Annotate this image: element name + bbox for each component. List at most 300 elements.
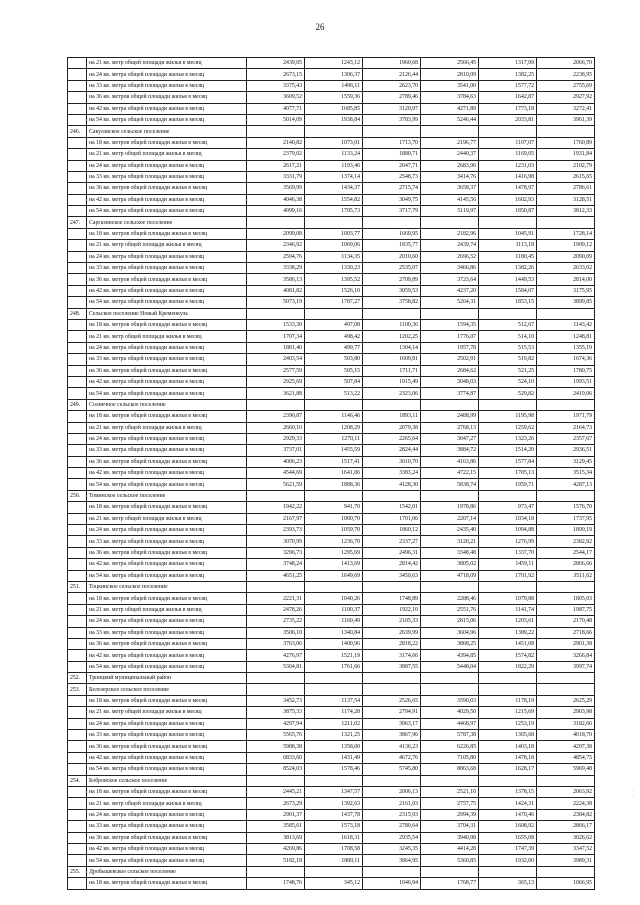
value-cell: 2935,54: [363, 832, 421, 843]
row-label: на 18 кв. метров общей площади жилья в месяц: [87, 411, 247, 422]
table-row: [68, 297, 595, 308]
value-cell: 2323,06: [363, 388, 421, 399]
value-cell: 2927,92: [537, 92, 595, 103]
row-number: 246.: [68, 126, 87, 137]
row-number: [68, 502, 87, 513]
value-cell: 2901,37: [247, 809, 305, 820]
value-cell: 3511,62: [537, 570, 595, 581]
value-cell: 4163,86: [421, 456, 479, 467]
section-title: Троицкий муниципальный район: [87, 673, 247, 684]
value-cell: [537, 308, 595, 319]
value-cell: 1517,41: [305, 456, 363, 467]
value-cell: 2478,26: [247, 604, 305, 615]
row-label: на 33 кв. метра общей площади жилья в месяц: [87, 536, 247, 547]
value-cell: 2161,03: [363, 798, 421, 809]
value-cell: 4269,86: [247, 843, 305, 854]
value-cell: 1321,25: [305, 730, 363, 741]
section-header-row: [68, 399, 595, 410]
value-cell: 4297,94: [247, 718, 305, 729]
row-number: 255.: [68, 866, 87, 877]
row-label: на 36 кв. метров общей площади жилья в месяц: [87, 365, 247, 376]
row-number: [68, 92, 87, 103]
row-label: на 21 кв. метр общей площади жилья в месяц: [87, 422, 247, 433]
row-number: [68, 787, 87, 798]
section-title: Белозерское сельское поселение: [87, 684, 247, 695]
value-cell: [363, 581, 421, 592]
value-cell: 1079,88: [479, 593, 537, 604]
value-cell: [537, 581, 595, 592]
value-cell: 1960,68: [363, 58, 421, 69]
row-label: на 33 кв. метра общей площади жилья в месяц: [87, 171, 247, 182]
value-cell: 1533,30: [247, 319, 305, 330]
row-number: [68, 376, 87, 387]
value-cell: 1378,15: [479, 787, 537, 798]
value-cell: 1202,25: [363, 331, 421, 342]
row-number: [68, 570, 87, 581]
value-cell: 2903,98: [537, 707, 595, 718]
value-cell: [537, 126, 595, 137]
row-number: [68, 183, 87, 194]
value-cell: 5745,80: [363, 764, 421, 775]
row-label: на 42 кв. метра общей площади жилья в месяц: [87, 650, 247, 661]
value-cell: [363, 490, 421, 501]
section-title: Саргазинское сельское поселение: [87, 217, 247, 228]
section-title: Сакулэвское сельское поселение: [87, 126, 247, 137]
value-cell: 3047,27: [421, 433, 479, 444]
value-cell: [421, 684, 479, 695]
value-cell: 1737,95: [537, 513, 595, 524]
row-number: [68, 878, 87, 889]
section-header-row: [68, 775, 595, 786]
value-cell: 1340,84: [305, 627, 363, 638]
value-cell: 1850,87: [479, 206, 537, 217]
value-cell: 3383,24: [363, 468, 421, 479]
value-cell: [305, 490, 363, 501]
row-label: на 21 кв. метр общей площади жилья в месяц: [87, 707, 247, 718]
table-row: [68, 752, 595, 763]
value-cell: 2780,64: [363, 821, 421, 832]
row-label: на 36 кв. метров общей площади жилья в месяц: [87, 832, 247, 843]
value-cell: 1059,70: [305, 525, 363, 536]
value-cell: [363, 673, 421, 684]
value-cell: 1780,75: [537, 365, 595, 376]
value-cell: 1641,06: [305, 468, 363, 479]
value-cell: 1705,13: [479, 468, 537, 479]
section-title: Тоцкинское сельское поселение: [87, 581, 247, 592]
value-cell: [247, 217, 305, 228]
value-cell: 1971,79: [537, 411, 595, 422]
value-cell: 2594,76: [247, 251, 305, 262]
value-cell: 3338,29: [247, 263, 305, 274]
section-header-row: [68, 866, 595, 877]
value-cell: 3506,10: [247, 627, 305, 638]
table-row: [68, 479, 595, 490]
value-cell: 1835,77: [363, 240, 421, 251]
value-cell: 1215,69: [479, 707, 537, 718]
value-cell: 7105,80: [421, 752, 479, 763]
value-cell: 1760,89: [537, 137, 595, 148]
table-row: [68, 376, 595, 387]
value-cell: [247, 399, 305, 410]
value-cell: 1100,36: [363, 319, 421, 330]
row-label: на 36 кв. метров общей площади жилья в месяц: [87, 92, 247, 103]
value-cell: [363, 399, 421, 410]
value-cell: 973,47: [479, 502, 537, 513]
value-cell: 1642,87: [479, 92, 537, 103]
value-cell: 1431,49: [305, 752, 363, 763]
row-label: на 21 кв. метр общей площади жилья в месяц: [87, 331, 247, 342]
row-number: 249.: [68, 399, 87, 410]
value-cell: 4287,13: [537, 479, 595, 490]
row-label: на 42 кв. метра общей площади жилья в месяц: [87, 559, 247, 570]
section-header-row: [68, 490, 595, 501]
section-title: Томинское сельское поселение: [87, 490, 247, 501]
value-cell: 1880,71: [363, 149, 421, 160]
value-cell: 6833,60: [247, 752, 305, 763]
value-cell: [479, 673, 537, 684]
value-cell: 1594,35: [421, 319, 479, 330]
value-cell: 1146,46: [305, 411, 363, 422]
table-row: [68, 695, 595, 706]
section-header-row: [68, 581, 595, 592]
value-cell: 1922,10: [363, 604, 421, 615]
value-cell: 4006,23: [247, 456, 305, 467]
value-cell: 1478,97: [479, 183, 537, 194]
section-header-row: [68, 673, 595, 684]
value-cell: 2238,95: [537, 69, 595, 80]
table-row: [68, 536, 595, 547]
value-cell: 3347,52: [537, 843, 595, 854]
row-label: на 42 кв. метра общей площади жилья в месяц: [87, 103, 247, 114]
value-cell: 1993,51: [537, 376, 595, 387]
value-cell: 6226,85: [421, 741, 479, 752]
value-cell: 1193,46: [305, 160, 363, 171]
row-label: на 24 кв. метра общей площади жилья в месяц: [87, 433, 247, 444]
value-cell: 3989,31: [537, 855, 595, 866]
value-cell: [421, 775, 479, 786]
value-cell: 4029,50: [421, 707, 479, 718]
value-cell: [537, 775, 595, 786]
value-cell: 2786,61: [537, 183, 595, 194]
value-cell: 1208,29: [305, 422, 363, 433]
row-label: на 33 кв. метра общей площади жилья в месяц: [87, 821, 247, 832]
value-cell: 3621,88: [247, 388, 305, 399]
row-label: на 54 кв. метра общей площади жилья в месяц: [87, 297, 247, 308]
value-cell: 8863,68: [421, 764, 479, 775]
row-label: на 21 кв. метр общей площади жилья в месяц: [87, 798, 247, 809]
value-cell: 1942,22: [247, 502, 305, 513]
value-cell: [479, 581, 537, 592]
table-row: [68, 433, 595, 444]
value-cell: 1899,19: [537, 525, 595, 536]
value-cell: 2818,22: [363, 638, 421, 649]
value-cell: 5969,48: [537, 764, 595, 775]
value-cell: 514,10: [479, 331, 537, 342]
value-cell: 1195,98: [479, 411, 537, 422]
value-cell: 1304,14: [363, 342, 421, 353]
row-label: на 24 кв. метра общей площади жилья в месяц: [87, 718, 247, 729]
value-cell: 4276,97: [247, 650, 305, 661]
value-cell: 1141,74: [479, 604, 537, 615]
row-number: [68, 855, 87, 866]
value-cell: [421, 490, 479, 501]
value-cell: 1748,76: [247, 878, 305, 889]
value-cell: 1478,18: [479, 752, 537, 763]
row-label: на 18 кв. метров общей площади жилья в месяц: [87, 878, 247, 889]
value-cell: 1424,31: [479, 798, 537, 809]
value-cell: 2102,79: [537, 160, 595, 171]
value-cell: 3997,74: [537, 661, 595, 672]
value-cell: 2684,62: [421, 365, 479, 376]
section-header-row: [68, 308, 595, 319]
value-cell: 1374,14: [305, 171, 363, 182]
value-cell: 1270,11: [305, 433, 363, 444]
value-cell: 3723,64: [421, 274, 479, 285]
row-number: [68, 479, 87, 490]
table-row: [68, 832, 595, 843]
value-cell: [247, 308, 305, 319]
value-cell: 3569,99: [247, 183, 305, 194]
row-label: на 33 кв. метра общей площади жилья в месяц: [87, 263, 247, 274]
row-number: [68, 627, 87, 638]
row-label: на 24 кв. метра общей площади жилья в месяц: [87, 160, 247, 171]
table-row: [68, 445, 595, 456]
value-cell: 3049,75: [363, 194, 421, 205]
value-cell: 2440,37: [421, 149, 479, 160]
value-cell: [363, 775, 421, 786]
row-label: на 21 кв. метр общей площади жилья в месяц: [87, 149, 247, 160]
value-cell: 345,12: [305, 878, 363, 889]
row-label: на 21 кв. метр общей площади жилья в месяц: [87, 513, 247, 524]
value-cell: 3174,66: [363, 650, 421, 661]
row-number: [68, 593, 87, 604]
value-cell: 2718,66: [537, 627, 595, 638]
value-cell: [247, 673, 305, 684]
row-number: [68, 536, 87, 547]
value-cell: 2925,69: [247, 376, 305, 387]
value-cell: 1787,27: [305, 297, 363, 308]
value-cell: 3864,95: [363, 855, 421, 866]
table-row: [68, 58, 595, 69]
value-cell: 1045,91: [479, 228, 537, 239]
value-cell: 2419,06: [537, 388, 595, 399]
value-cell: 1107,07: [479, 137, 537, 148]
value-cell: 5565,76: [247, 730, 305, 741]
row-number: [68, 468, 87, 479]
value-cell: 3784,63: [421, 92, 479, 103]
value-cell: [247, 775, 305, 786]
value-cell: 2403,54: [247, 354, 305, 365]
row-label: на 36 кв. метров общей площади жилья в месяц: [87, 638, 247, 649]
value-cell: 3331,79: [247, 171, 305, 182]
row-number: [68, 445, 87, 456]
value-cell: [247, 581, 305, 592]
value-cell: 5360,85: [421, 855, 479, 866]
value-cell: 2488,99: [421, 411, 479, 422]
value-cell: 1881,40: [247, 342, 305, 353]
tariff-table: [67, 57, 595, 890]
value-cell: 1748,89: [363, 593, 421, 604]
table-row: [68, 809, 595, 820]
value-cell: 2901,38: [537, 638, 595, 649]
value-cell: 499,77: [305, 342, 363, 353]
value-cell: 2535,07: [363, 263, 421, 274]
row-number: [68, 160, 87, 171]
row-number: [68, 730, 87, 741]
value-cell: 2639,99: [363, 627, 421, 638]
value-cell: 5787,38: [421, 730, 479, 741]
value-cell: 4722,15: [421, 468, 479, 479]
row-label: на 33 кв. метра общей площади жилья в месяц: [87, 627, 247, 638]
value-cell: 2757,75: [421, 798, 479, 809]
value-cell: 1451,08: [479, 638, 537, 649]
value-cell: 3717,79: [363, 206, 421, 217]
row-number: 254.: [68, 775, 87, 786]
row-number: [68, 832, 87, 843]
value-cell: 2824,44: [363, 445, 421, 456]
value-cell: 2709,89: [363, 274, 421, 285]
value-cell: [363, 308, 421, 319]
value-cell: 1674,36: [537, 354, 595, 365]
row-number: 253.: [68, 684, 87, 695]
row-number: [68, 764, 87, 775]
row-number: [68, 206, 87, 217]
value-cell: 505,15: [305, 365, 363, 376]
row-label: на 42 кв. метра общей площади жилья в месяц: [87, 843, 247, 854]
value-cell: 4672,76: [363, 752, 421, 763]
value-cell: 2633,02: [537, 263, 595, 274]
value-cell: 3348,48: [421, 547, 479, 558]
value-cell: 1795,73: [305, 206, 363, 217]
value-cell: 1100,37: [305, 604, 363, 615]
value-cell: 497,08: [305, 319, 363, 330]
value-cell: [247, 490, 305, 501]
value-cell: 1768,77: [421, 878, 479, 889]
value-cell: 3887,55: [363, 661, 421, 672]
value-cell: 1134,35: [305, 251, 363, 262]
value-cell: 524,10: [479, 376, 537, 387]
row-label: на 54 кв. метра общей площади жилья в месяц: [87, 479, 247, 490]
row-label: на 33 кв. метра общей площади жилья в месяц: [87, 80, 247, 91]
section-title: Бобровское сельское поселение: [87, 775, 247, 786]
value-cell: 4081,82: [247, 285, 305, 296]
row-label: на 21 кв. метр общей площади жилья в месяц: [87, 58, 247, 69]
value-cell: 1707,34: [247, 331, 305, 342]
value-cell: 1347,57: [305, 787, 363, 798]
value-cell: 1526,10: [305, 285, 363, 296]
table-row: [68, 638, 595, 649]
value-cell: 4651,25: [247, 570, 305, 581]
row-number: [68, 331, 87, 342]
value-cell: 1248,81: [537, 331, 595, 342]
value-cell: 4468,97: [421, 718, 479, 729]
value-cell: 2623,70: [363, 80, 421, 91]
value-cell: 1496,11: [305, 80, 363, 91]
value-cell: [305, 775, 363, 786]
value-cell: 5182,18: [247, 855, 305, 866]
table-row: [68, 855, 595, 866]
value-cell: 3585,61: [247, 821, 305, 832]
value-cell: 1169,05: [479, 149, 537, 160]
row-number: [68, 809, 87, 820]
value-cell: 1618,31: [305, 832, 363, 843]
value-cell: 2814,42: [363, 559, 421, 570]
value-cell: 2167,97: [247, 513, 305, 524]
value-cell: 3763,06: [247, 638, 305, 649]
row-label: на 18 кв. метров общей площади жилья в месяц: [87, 319, 247, 330]
value-cell: 3515,34: [537, 468, 595, 479]
value-cell: 503,80: [305, 354, 363, 365]
value-cell: 1317,09: [479, 58, 537, 69]
section-title: Сельское поселение Новый Кременкуль: [87, 308, 247, 319]
value-cell: 1608,92: [479, 821, 537, 832]
table-row: [68, 194, 595, 205]
value-cell: 4544,69: [247, 468, 305, 479]
value-cell: 1628,17: [479, 764, 537, 775]
row-number: [68, 354, 87, 365]
value-cell: 4046,38: [247, 194, 305, 205]
row-number: [68, 433, 87, 444]
value-cell: 1243,12: [305, 58, 363, 69]
value-cell: 1655,08: [479, 832, 537, 843]
value-cell: [421, 126, 479, 137]
table-row: [68, 274, 595, 285]
value-cell: 1728,14: [537, 228, 595, 239]
value-cell: 2126,44: [363, 69, 421, 80]
row-number: [68, 240, 87, 251]
table-row: [68, 502, 595, 513]
table-row: [68, 707, 595, 718]
value-cell: 3296,73: [247, 547, 305, 558]
page-number: 26: [315, 22, 325, 32]
row-label: на 42 кв. метра общей площади жилья в месяц: [87, 468, 247, 479]
value-cell: 2789,46: [363, 92, 421, 103]
row-number: [68, 274, 87, 285]
row-number: [68, 137, 87, 148]
value-cell: 2224,38: [537, 798, 595, 809]
value-cell: 1323,26: [479, 433, 537, 444]
value-cell: 2936,51: [537, 445, 595, 456]
value-cell: 1578,46: [305, 764, 363, 775]
table-row: [68, 137, 595, 148]
value-cell: 1573,18: [305, 821, 363, 832]
table-row: [68, 547, 595, 558]
value-cell: 4128,30: [363, 479, 421, 490]
table-row: [68, 171, 595, 182]
row-number: [68, 741, 87, 752]
value-cell: 3737,01: [247, 445, 305, 456]
value-cell: [479, 126, 537, 137]
value-cell: 2866,17: [537, 821, 595, 832]
value-cell: 2105,33: [363, 616, 421, 627]
section-title: Дробышевское сельское поселение: [87, 866, 247, 877]
row-number: [68, 821, 87, 832]
value-cell: 2673,29: [247, 798, 305, 809]
value-cell: 1211,02: [305, 718, 363, 729]
value-cell: [537, 866, 595, 877]
value-cell: 3658,37: [421, 183, 479, 194]
value-cell: 4297,38: [537, 741, 595, 752]
row-label: на 54 кв. метра общей площади жилья в месяц: [87, 855, 247, 866]
value-cell: 515,53: [479, 342, 537, 353]
table-row: [68, 114, 595, 125]
section-title: Солнечное сельское поселение: [87, 399, 247, 410]
value-cell: 3466,86: [421, 263, 479, 274]
value-cell: 2521,10: [421, 787, 479, 798]
value-cell: [305, 673, 363, 684]
value-cell: 1609,81: [363, 354, 421, 365]
value-cell: 3128,51: [537, 194, 595, 205]
